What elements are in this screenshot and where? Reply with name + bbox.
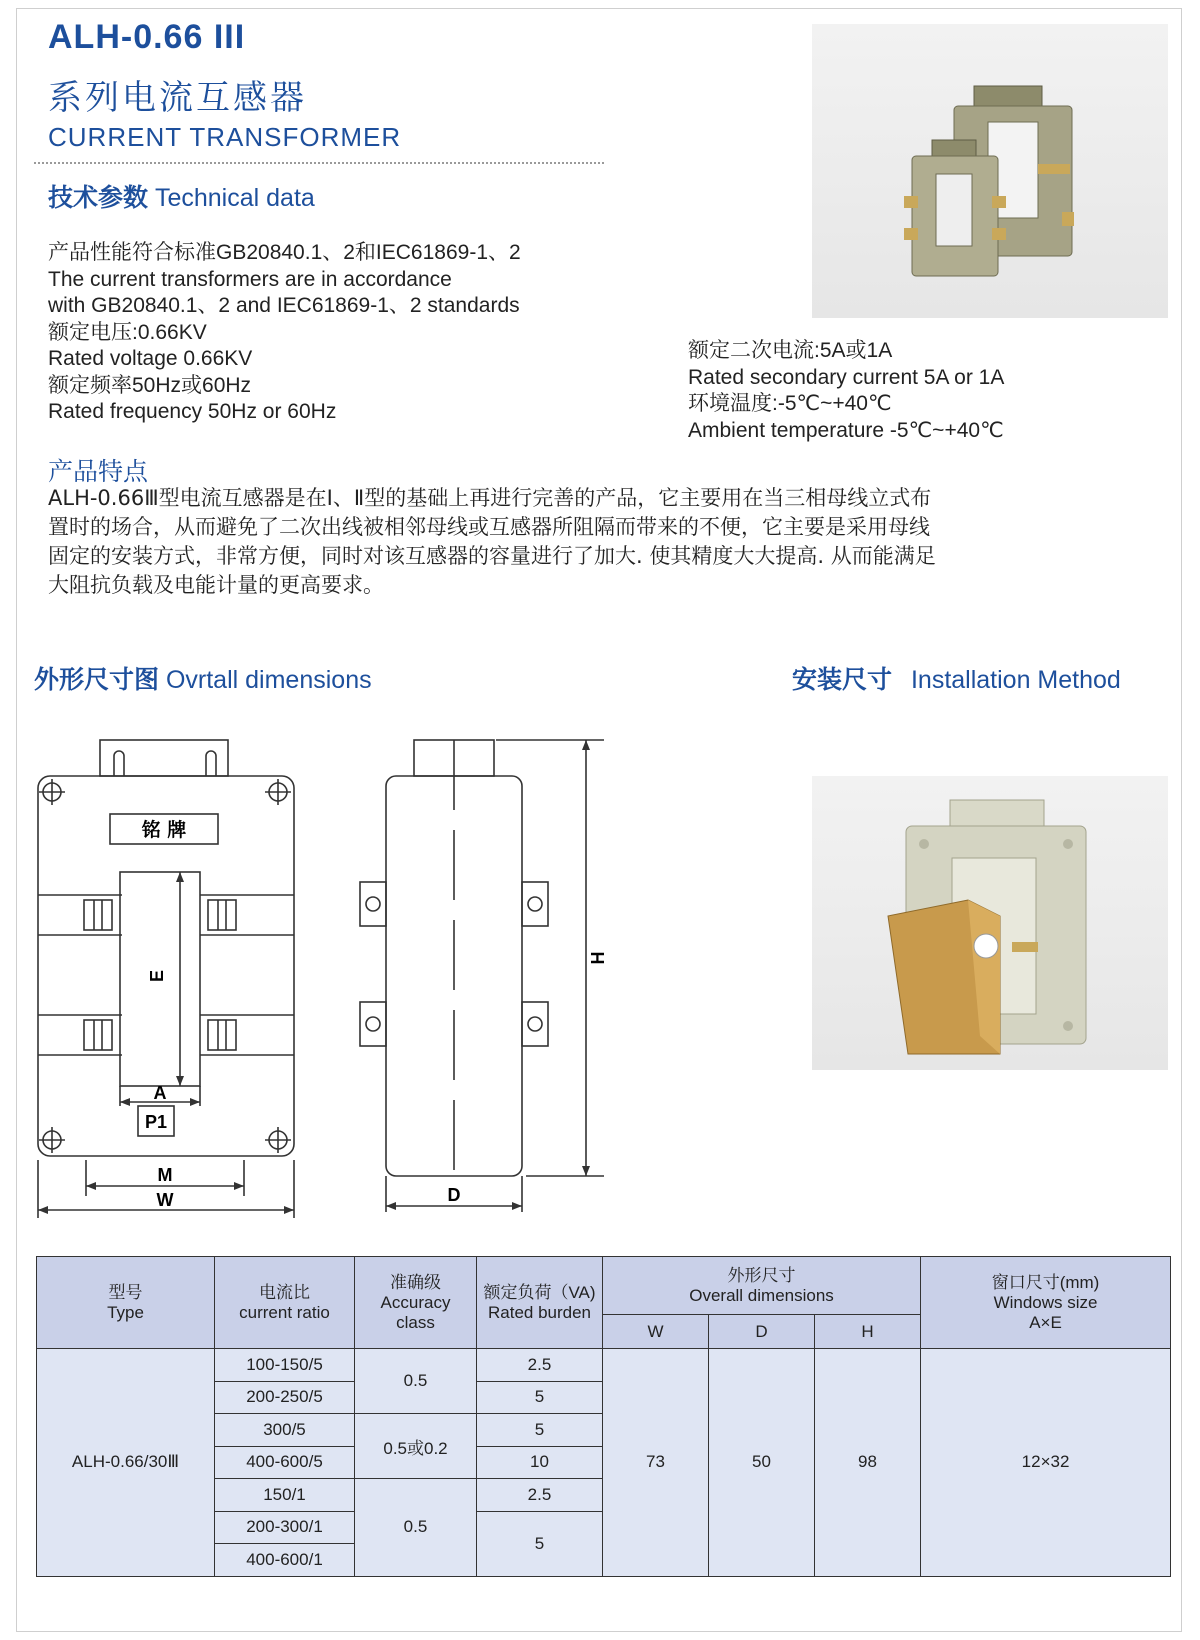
header-burden-en: Rated burden bbox=[487, 1302, 592, 1322]
cell-accuracy: 0.5 bbox=[355, 1479, 477, 1577]
technical-heading-en: Technical data bbox=[154, 184, 315, 212]
installation-heading-cn: 安装尺寸 bbox=[792, 665, 893, 694]
header-d: D bbox=[709, 1315, 815, 1349]
dim-label-d: D bbox=[447, 1185, 461, 1205]
cell-burden: 2.5 bbox=[477, 1349, 603, 1382]
header-type-en: Type bbox=[107, 1302, 144, 1322]
cell-h: 98 bbox=[815, 1349, 921, 1577]
spec-line: Rated secondary current 5A or 1A bbox=[688, 365, 1005, 389]
header-window bbox=[921, 1257, 1171, 1349]
dim-label-a: A bbox=[153, 1083, 167, 1103]
header-burden-cn: 额定负荷（VA) bbox=[483, 1282, 596, 1302]
cell-ratio: 400-600/5 bbox=[215, 1446, 355, 1479]
cell-ratio: 150/1 bbox=[215, 1479, 355, 1512]
header-ratio-en: current ratio bbox=[239, 1302, 330, 1322]
installation-illustration bbox=[812, 776, 1168, 1070]
header-type-cn: 型号 bbox=[108, 1282, 143, 1302]
cell-type: ALH-0.66/30Ⅲ bbox=[37, 1349, 215, 1577]
technical-heading bbox=[48, 178, 315, 214]
features-heading: 产品特点 bbox=[48, 457, 149, 486]
installation-heading-en: Installation Method bbox=[910, 666, 1121, 694]
series-title-cn: 系列电流互感器 bbox=[48, 78, 307, 118]
cell-ratio: 100-150/5 bbox=[215, 1349, 355, 1382]
header-overall bbox=[603, 1257, 921, 1315]
header-burden bbox=[477, 1257, 603, 1349]
product-photo bbox=[812, 24, 1168, 318]
dim-label-e: E bbox=[147, 969, 167, 983]
spec-line: 额定频率50Hz或60Hz bbox=[48, 373, 252, 397]
dimensions-heading bbox=[34, 660, 372, 696]
header-type bbox=[37, 1257, 215, 1349]
header-accuracy bbox=[355, 1257, 477, 1349]
cell-ratio: 300/5 bbox=[215, 1414, 355, 1447]
spec-line: 环境温度:-5℃~+40℃ bbox=[688, 392, 892, 415]
header-window-cn: 窗口尺寸(mm) bbox=[991, 1272, 1100, 1292]
cell-burden: 10 bbox=[477, 1446, 603, 1479]
series-title-en: CURRENT TRANSFORMER bbox=[48, 122, 402, 152]
spec-line: 额定二次电流:5A或1A bbox=[688, 339, 893, 362]
cell-accuracy: 0.5 bbox=[355, 1349, 477, 1414]
dim-label-h: H bbox=[588, 951, 608, 965]
cell-burden: 2.5 bbox=[477, 1479, 603, 1512]
dotted-divider bbox=[34, 162, 604, 164]
header-h: H bbox=[815, 1315, 921, 1349]
dim-label-w: W bbox=[156, 1190, 174, 1210]
spec-table bbox=[36, 1256, 1171, 1577]
header-ratio-cn: 电流比 bbox=[259, 1282, 310, 1302]
cell-accuracy: 0.5或0.2 bbox=[355, 1414, 477, 1479]
installation-heading bbox=[792, 660, 1121, 696]
header-w: W bbox=[603, 1315, 709, 1349]
feature-line: ALH-0.66Ⅲ型电流互感器是在Ⅰ、Ⅱ型的基础上再进行完善的产品，它主要用在当三相母线立式布 bbox=[48, 486, 932, 510]
spec-line: Rated voltage 0.66KV bbox=[48, 347, 253, 370]
spec-list-right bbox=[688, 338, 1158, 444]
dim-label-m: M bbox=[157, 1165, 173, 1185]
header-window-ax: A×E bbox=[1029, 1312, 1062, 1332]
cell-d: 50 bbox=[709, 1349, 815, 1577]
dimension-drawing bbox=[30, 730, 650, 1235]
cell-ratio: 200-250/5 bbox=[215, 1381, 355, 1414]
cell-window: 12×32 bbox=[921, 1349, 1171, 1577]
header-overall-en: Overall dimensions bbox=[689, 1285, 834, 1305]
cell-burden: 5 bbox=[477, 1414, 603, 1447]
header-ratio bbox=[215, 1257, 355, 1349]
header-accuracy-cn: 准确级 bbox=[390, 1272, 441, 1292]
dimensions-heading-cn: 外形尺寸图 bbox=[34, 665, 160, 694]
transformer-pair-illustration bbox=[812, 24, 1168, 318]
spec-line: 额定电压:0.66KV bbox=[48, 320, 207, 344]
spec-line: Rated frequency 50Hz or 60Hz bbox=[48, 400, 337, 423]
cell-ratio: 400-600/1 bbox=[215, 1544, 355, 1577]
spec-line: The current transformers are in accordance bbox=[48, 267, 452, 291]
feature-line: 固定的安装方式，非常方便，同时对该互感器的容量进行了加大. 使其精度大大提高. 从而能满足 bbox=[48, 544, 936, 568]
header-overall-cn: 外形尺寸 bbox=[727, 1265, 796, 1285]
features-paragraph bbox=[48, 484, 1128, 600]
model-title: ALH-0.66 III bbox=[48, 18, 246, 56]
spec-line: with GB20840.1、2 and IEC61869-1、2 standards bbox=[48, 294, 520, 317]
cell-w: 73 bbox=[603, 1349, 709, 1577]
spec-list-left bbox=[48, 240, 648, 426]
spec-line: 产品性能符合标准GB20840.1、2和IEC61869-1、2 bbox=[48, 241, 521, 264]
cell-ratio: 200-300/1 bbox=[215, 1511, 355, 1544]
cell-burden: 5 bbox=[477, 1381, 603, 1414]
dimensions-heading-en: Ovrtall dimensions bbox=[165, 666, 372, 694]
cell-burden: 5 bbox=[477, 1511, 603, 1576]
header-window-en: Windows size bbox=[993, 1292, 1098, 1312]
dim-label-p1: P1 bbox=[144, 1112, 168, 1132]
spec-line: Ambient temperature -5℃~+40℃ bbox=[688, 418, 1004, 442]
installation-photo bbox=[812, 776, 1168, 1070]
technical-heading-cn: 技术参数 bbox=[48, 183, 149, 212]
header-accuracy-en2: class bbox=[396, 1312, 435, 1332]
feature-line: 置时的场合，从而避免了二次出线被相邻母线或互感器所阻隔而带来的不便，它主要是采用母线 bbox=[48, 515, 930, 539]
header-accuracy-en1: Accuracy bbox=[380, 1292, 451, 1312]
feature-line: 大阻抗负载及电能计量的更高要求。 bbox=[48, 573, 384, 597]
nameplate-label: 铭 牌 bbox=[141, 819, 187, 841]
dimension-drawing-svg bbox=[30, 730, 650, 1230]
